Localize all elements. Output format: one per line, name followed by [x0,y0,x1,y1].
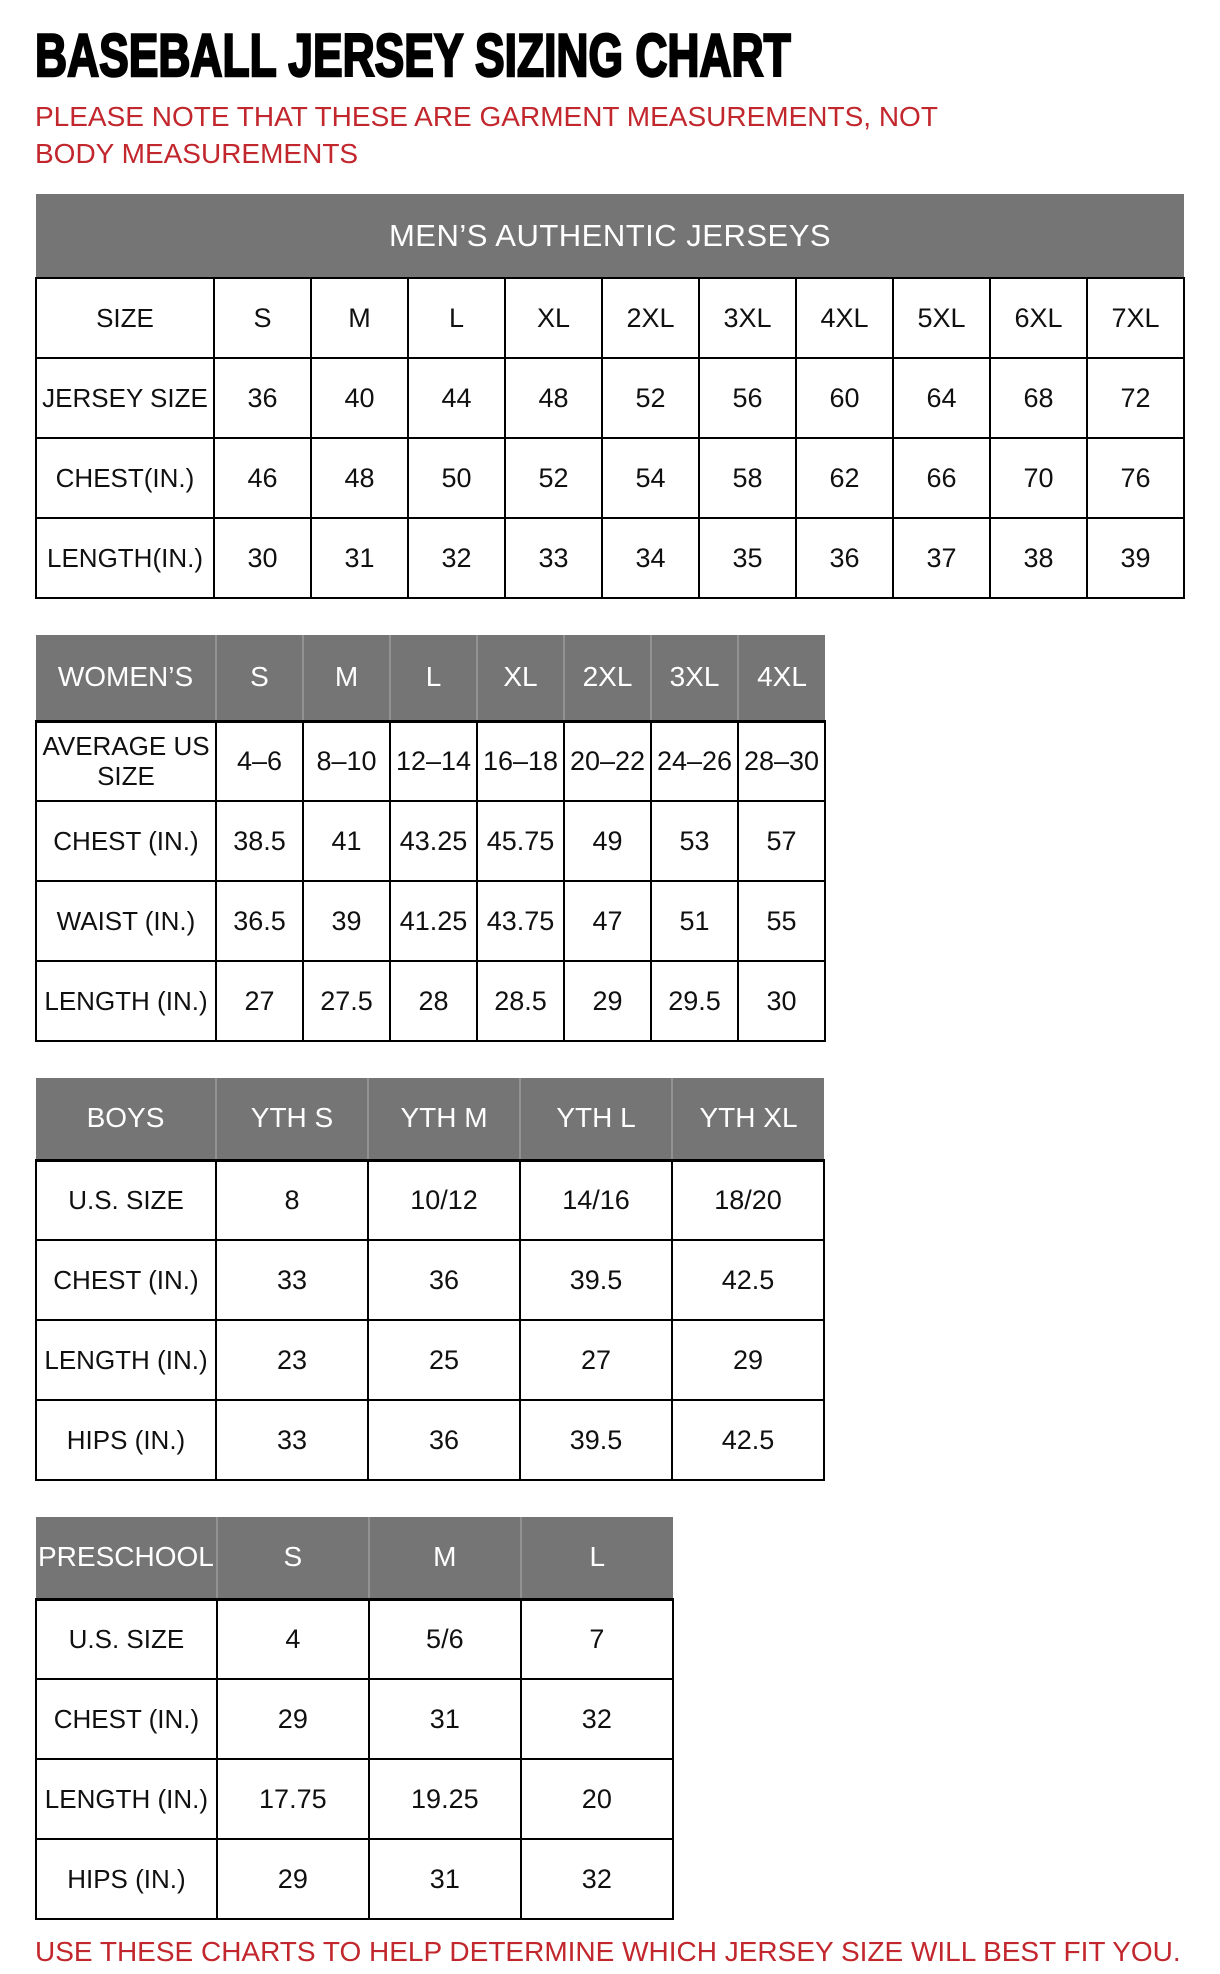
value-cell: 33 [216,1240,368,1320]
value-cell: 4–6 [216,721,303,801]
value-cell: 44 [408,358,505,438]
size-header-cell: YTH XL [672,1078,824,1160]
value-cell: 19.25 [369,1759,521,1839]
row-label-cell: HIPS (IN.) [36,1839,217,1919]
row-label-cell: CHEST (IN.) [36,1240,216,1320]
value-cell: 4XL [796,278,893,358]
table-title-cell: BOYS [36,1078,216,1160]
value-cell: 32 [521,1679,673,1759]
value-cell: 66 [893,438,990,518]
value-cell: 39.5 [520,1240,672,1320]
size-header-cell: YTH M [368,1078,520,1160]
table-row [36,1759,673,1839]
value-cell: 50 [408,438,505,518]
value-cell: 35 [699,518,796,598]
table-row [36,358,1184,438]
value-cell: 3XL [699,278,796,358]
boys-table [35,1078,825,1481]
value-cell: 31 [369,1839,521,1919]
value-cell: 39.5 [520,1400,672,1480]
value-cell: S [214,278,311,358]
size-header-cell: XL [477,635,564,721]
value-cell: 7XL [1087,278,1184,358]
value-cell: 7 [521,1599,673,1679]
value-cell: XL [505,278,602,358]
mens-banner: MEN’S AUTHENTIC JERSEYS [36,194,1184,278]
value-cell: 27 [520,1320,672,1400]
value-cell: 20 [521,1759,673,1839]
value-cell: 29 [217,1839,369,1919]
value-cell: 14/16 [520,1160,672,1240]
value-cell: 31 [369,1679,521,1759]
value-cell: 17.75 [217,1759,369,1839]
value-cell: 32 [408,518,505,598]
value-cell: 42.5 [672,1240,824,1320]
table-row [36,1160,824,1240]
value-cell: 48 [505,358,602,438]
value-cell: 34 [602,518,699,598]
value-cell: 5XL [893,278,990,358]
size-header-cell: YTH S [216,1078,368,1160]
value-cell: 60 [796,358,893,438]
value-cell: 6XL [990,278,1087,358]
header-row [36,635,825,721]
value-cell: 39 [303,881,390,961]
row-label-cell: CHEST(IN.) [36,438,214,518]
banner-row [36,194,1184,278]
value-cell: 40 [311,358,408,438]
value-cell: M [311,278,408,358]
value-cell: 2XL [602,278,699,358]
value-cell: 39 [1087,518,1184,598]
value-cell: 43.25 [390,801,477,881]
value-cell: 27.5 [303,961,390,1041]
value-cell: 56 [699,358,796,438]
value-cell: 57 [738,801,825,881]
table-row [36,278,1184,358]
size-header-cell: 4XL [738,635,825,721]
value-cell: 29 [564,961,651,1041]
boys-table-header [36,1078,824,1160]
value-cell: 29 [672,1320,824,1400]
row-label-cell: LENGTH (IN.) [36,1320,216,1400]
boys-table-body [36,1160,824,1480]
value-cell: 29 [217,1679,369,1759]
table-title-cell: WOMEN’S [36,635,216,721]
value-cell: 32 [521,1839,673,1919]
table-row [36,1599,673,1679]
value-cell: 20–22 [564,721,651,801]
row-label-cell: HIPS (IN.) [36,1400,216,1480]
row-label-cell: U.S. SIZE [36,1599,217,1679]
row-label-cell: LENGTH (IN.) [36,1759,217,1839]
value-cell: 47 [564,881,651,961]
value-cell: L [408,278,505,358]
table-row [36,961,825,1041]
value-cell: 23 [216,1320,368,1400]
value-cell: 38 [990,518,1087,598]
mens-table-body [36,278,1184,598]
value-cell: 36 [368,1400,520,1480]
size-header-cell: L [521,1517,673,1599]
value-cell: 62 [796,438,893,518]
preschool-table-header [36,1517,673,1599]
note-text: PLEASE NOTE THAT THESE ARE GARMENT MEASUREMENTS, NOT BODY MEASUREMENTS [35,101,938,169]
size-header-cell: 3XL [651,635,738,721]
value-cell: 28 [390,961,477,1041]
value-cell: 70 [990,438,1087,518]
value-cell: 53 [651,801,738,881]
value-cell: 36 [796,518,893,598]
value-cell: 10/12 [368,1160,520,1240]
value-cell: 18/20 [672,1160,824,1240]
value-cell: 38.5 [216,801,303,881]
row-label-cell: CHEST (IN.) [36,801,216,881]
table-row [36,1240,824,1320]
value-cell: 5/6 [369,1599,521,1679]
value-cell: 76 [1087,438,1184,518]
value-cell: 49 [564,801,651,881]
value-cell: 8 [216,1160,368,1240]
value-cell: 42.5 [672,1400,824,1480]
value-cell: 64 [893,358,990,438]
value-cell: 31 [311,518,408,598]
value-cell: 41 [303,801,390,881]
value-cell: 46 [214,438,311,518]
mens-authentic-jerseys-table [35,194,1185,599]
table-row [36,801,825,881]
table-title-cell: PRESCHOOL [36,1517,217,1599]
value-cell: 33 [216,1400,368,1480]
row-label-cell: CHEST (IN.) [36,1679,217,1759]
table-row [36,1839,673,1919]
table-row [36,438,1184,518]
value-cell: 27 [216,961,303,1041]
value-cell: 4 [217,1599,369,1679]
value-cell: 48 [311,438,408,518]
size-header-cell: 2XL [564,635,651,721]
value-cell: 54 [602,438,699,518]
table-row [36,1320,824,1400]
mens-table-header [36,194,1184,278]
size-header-cell: YTH L [520,1078,672,1160]
value-cell: 24–26 [651,721,738,801]
footer-note: USE THESE CHARTS TO HELP DETERMINE WHICH JERSEY SIZE WILL BEST FIT YOU. [35,1936,1181,1967]
value-cell: 30 [738,961,825,1041]
preschool-table-body [36,1599,673,1919]
row-label-cell: JERSEY SIZE [36,358,214,438]
value-cell: 45.75 [477,801,564,881]
header-row [36,1517,673,1599]
value-cell: 28–30 [738,721,825,801]
row-label-cell: WAIST (IN.) [36,881,216,961]
value-cell: 51 [651,881,738,961]
value-cell: 36 [214,358,311,438]
womens-table [35,635,826,1042]
value-cell: 12–14 [390,721,477,801]
page-title: BASEBALL JERSEY SIZING CHART [35,22,791,89]
value-cell: 30 [214,518,311,598]
value-cell: 8–10 [303,721,390,801]
table-row [36,1400,824,1480]
header-row [36,1078,824,1160]
table-row [36,881,825,961]
value-cell: 36.5 [216,881,303,961]
table-row [36,1679,673,1759]
size-header-cell: L [390,635,477,721]
value-cell: 29.5 [651,961,738,1041]
table-row [36,721,825,801]
size-header-cell: S [216,635,303,721]
value-cell: 52 [602,358,699,438]
value-cell: 37 [893,518,990,598]
value-cell: 58 [699,438,796,518]
womens-table-header [36,635,825,721]
value-cell: 28.5 [477,961,564,1041]
row-label-cell: U.S. SIZE [36,1160,216,1240]
value-cell: 52 [505,438,602,518]
size-header-cell: M [303,635,390,721]
value-cell: 36 [368,1240,520,1320]
row-label-cell: AVERAGE US SIZE [36,721,216,801]
row-label-cell: LENGTH (IN.) [36,961,216,1041]
value-cell: 33 [505,518,602,598]
value-cell: 43.75 [477,881,564,961]
value-cell: 25 [368,1320,520,1400]
size-header-cell: M [369,1517,521,1599]
value-cell: 72 [1087,358,1184,438]
womens-table-body [36,721,825,1041]
row-label-cell: LENGTH(IN.) [36,518,214,598]
size-header-cell: S [217,1517,369,1599]
value-cell: 41.25 [390,881,477,961]
table-row [36,518,1184,598]
value-cell: 68 [990,358,1087,438]
row-label-cell: SIZE [36,278,214,358]
preschool-table [35,1517,674,1920]
value-cell: 55 [738,881,825,961]
value-cell: 16–18 [477,721,564,801]
